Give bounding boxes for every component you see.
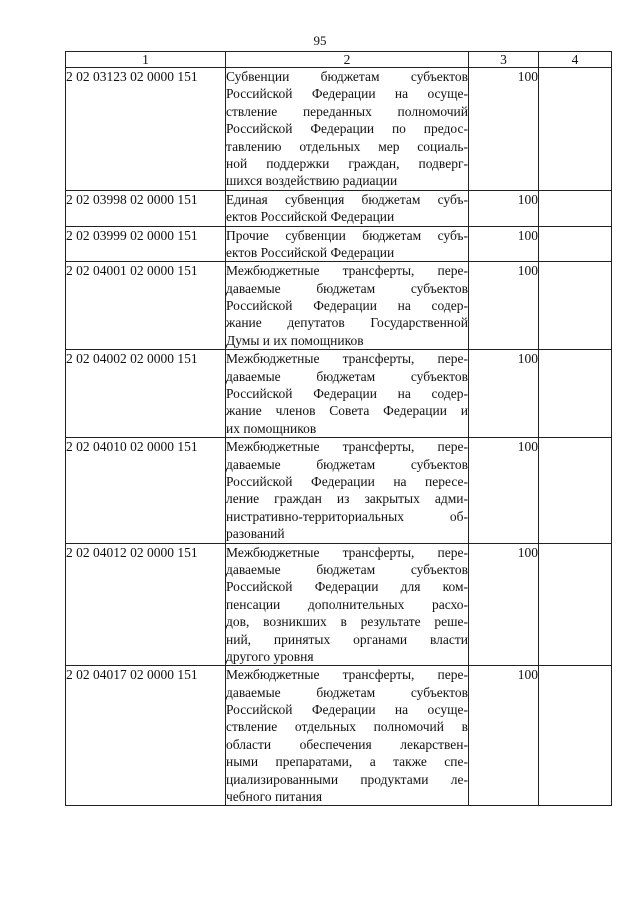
column-4-cell <box>539 350 612 438</box>
description-line: их помощников <box>226 420 317 436</box>
value-cell: 100 <box>469 543 539 666</box>
column-4-cell <box>539 190 612 226</box>
description-line: дов, возникших в результате реше- <box>226 614 468 630</box>
table-row <box>66 68 612 191</box>
description-line: Прочие субвенции бюджетам субъ- <box>226 227 468 243</box>
description-line: другого уровня <box>226 648 314 664</box>
budget-code-cell: 2 02 04002 02 0000 151 <box>66 350 226 438</box>
table-row <box>66 190 612 226</box>
description-line: Российской Федерации на пересе- <box>226 473 468 489</box>
description-cell <box>226 190 469 226</box>
description-line: Российской Федерации на содер- <box>226 298 468 314</box>
value-cell: 100 <box>469 226 539 262</box>
value-cell: 100 <box>469 666 539 806</box>
column-header-3: 3 <box>469 52 539 68</box>
description-line: ний, принятых органами власти <box>226 631 468 647</box>
description-cell <box>226 350 469 438</box>
value-cell: 100 <box>469 438 539 543</box>
budget-code-cell: 2 02 03998 02 0000 151 <box>66 190 226 226</box>
description-line: даваемые бюджетам субъектов <box>226 280 468 296</box>
description-line: Межбюджетные трансферты, пере- <box>226 667 468 683</box>
description-line: Межбюджетные трансферты, пере- <box>226 439 468 455</box>
description-line: даваемые бюджетам субъектов <box>226 684 468 700</box>
description-line: жание членов Совета Федерации и <box>226 403 468 419</box>
description-line: ными препаратами, а также спе- <box>226 754 468 770</box>
column-4-cell <box>539 262 612 350</box>
description-line: ектов Российской Федерации <box>226 244 395 260</box>
column-4-cell <box>539 68 612 191</box>
description-line: ствление отдельных полномочий в <box>226 719 468 735</box>
description-line: Субвенции бюджетам субъектов <box>226 69 468 84</box>
description-cell <box>226 438 469 543</box>
description-line: пенсации дополнительных расхо- <box>226 596 468 612</box>
description-line: шихся воздействию радиации <box>226 173 398 189</box>
description-line: даваемые бюджетам субъектов <box>226 561 468 577</box>
description-line: Российской Федерации на осуще- <box>226 702 468 718</box>
description-line: даваемые бюджетам субъектов <box>226 456 468 472</box>
column-header-1: 1 <box>66 52 226 68</box>
description-line: Думы и их помощников <box>226 332 364 348</box>
description-line: циализированными продуктами ле- <box>226 771 468 787</box>
description-line: даваемые бюджетам субъектов <box>226 368 468 384</box>
column-header-4: 4 <box>539 52 612 68</box>
value-cell: 100 <box>469 262 539 350</box>
description-line: ектов Российской Федерации <box>226 209 395 225</box>
column-4-cell <box>539 543 612 666</box>
description-line: ствление переданных полномочий <box>226 103 468 119</box>
description-cell <box>226 262 469 350</box>
value-cell: 100 <box>469 68 539 191</box>
description-line: тавлению отдельных мер социаль- <box>226 138 468 154</box>
description-line: Российской Федерации по предос- <box>226 121 468 137</box>
budget-code-cell: 2 02 04001 02 0000 151 <box>66 262 226 350</box>
table-row <box>66 350 612 438</box>
column-4-cell <box>539 666 612 806</box>
description-line: Российской Федерации на содер- <box>226 386 468 402</box>
description-cell <box>226 68 469 191</box>
description-line: Межбюджетные трансферты, пере- <box>226 544 468 560</box>
column-4-cell <box>539 226 612 262</box>
table-header-row <box>66 52 612 68</box>
value-cell: 100 <box>469 350 539 438</box>
budget-code-cell: 2 02 04017 02 0000 151 <box>66 666 226 806</box>
description-cell <box>226 543 469 666</box>
description-line: Межбюджетные трансферты, пере- <box>226 351 468 367</box>
table-body <box>66 68 612 806</box>
description-line: ной поддержки граждан, подверг- <box>226 155 468 171</box>
table-row <box>66 438 612 543</box>
budget-code-cell: 2 02 04010 02 0000 151 <box>66 438 226 543</box>
page-number: 95 <box>313 33 327 48</box>
description-line: Единая субвенция бюджетам субъ- <box>226 191 468 207</box>
description-line: области обеспечения лекарствен- <box>226 736 468 752</box>
column-header-2: 2 <box>226 52 469 68</box>
budget-code-cell: 2 02 04012 02 0000 151 <box>66 543 226 666</box>
description-line: разований <box>226 526 285 542</box>
description-line: нистративно-территориальных об- <box>226 508 468 524</box>
column-4-cell <box>539 438 612 543</box>
description-cell <box>226 226 469 262</box>
budget-code-cell: 2 02 03999 02 0000 151 <box>66 226 226 262</box>
table-row <box>66 262 612 350</box>
description-line: Российской Федерации для ком- <box>226 579 468 595</box>
value-cell: 100 <box>469 190 539 226</box>
description-line: ление граждан из закрытых адми- <box>226 491 468 507</box>
description-line: жание депутатов Государственной <box>226 315 468 331</box>
description-line: Межбюджетные трансферты, пере- <box>226 263 468 279</box>
budget-code-cell: 2 02 03123 02 0000 151 <box>66 68 226 191</box>
description-line: Российской Федерации на осуще- <box>226 86 468 102</box>
description-cell <box>226 666 469 806</box>
description-line: чебного питания <box>226 789 323 805</box>
table-row <box>66 666 612 806</box>
budget-table <box>65 51 612 806</box>
table-row <box>66 543 612 666</box>
table-row <box>66 226 612 262</box>
